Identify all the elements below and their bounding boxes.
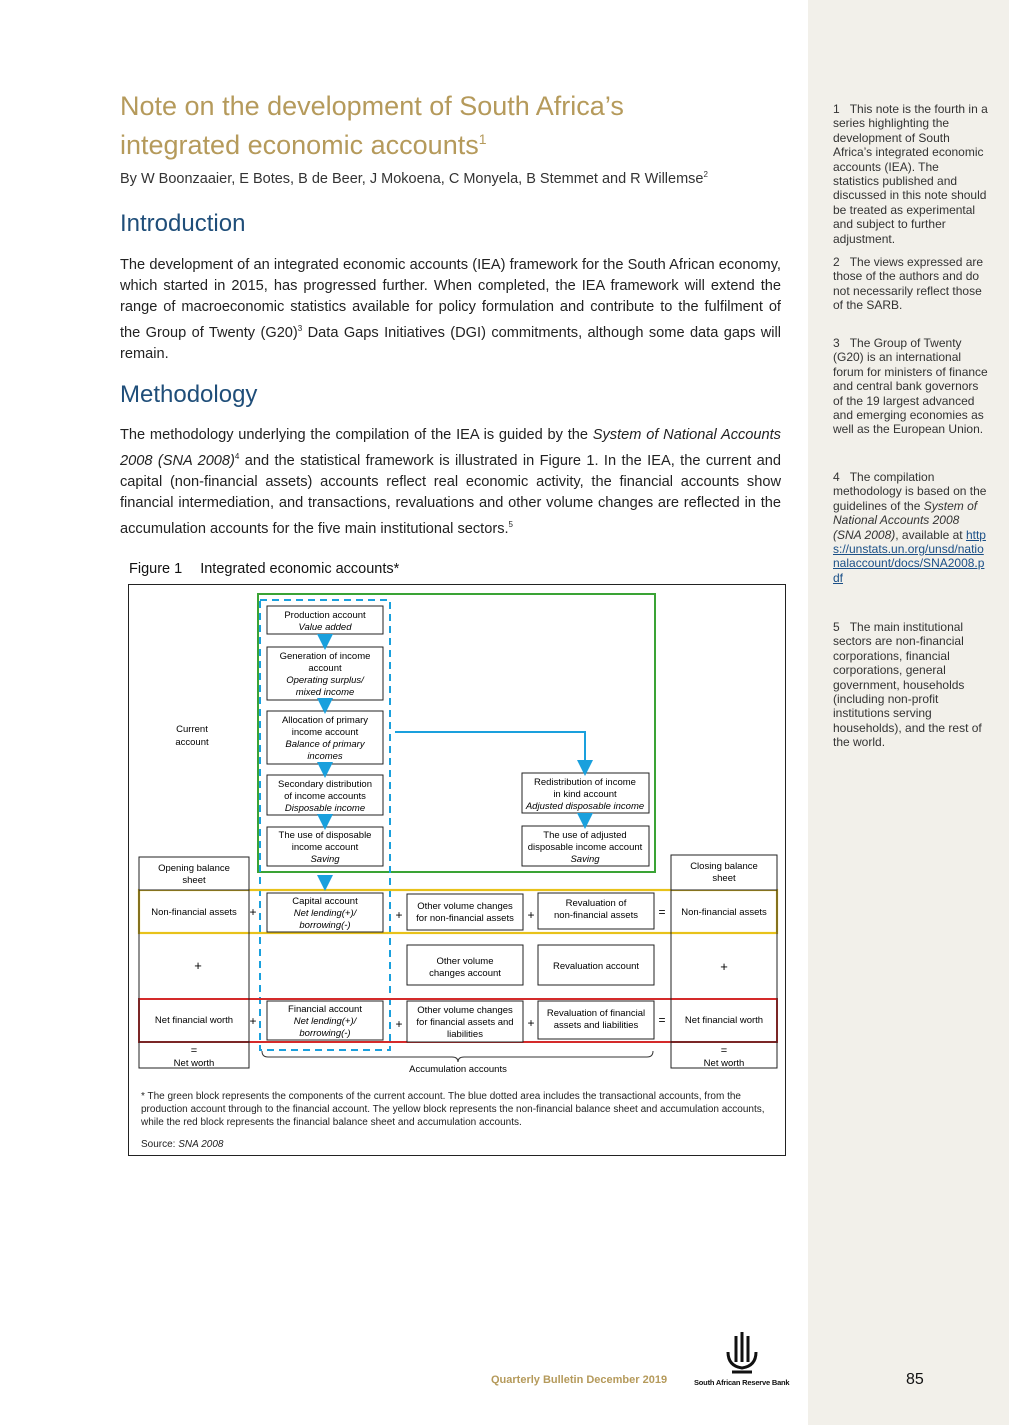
svg-text:Production account: Production account <box>284 610 366 621</box>
svg-text:Net lending(+)/: Net lending(+)/ <box>293 908 357 919</box>
svg-text:Revaluation account: Revaluation account <box>552 961 640 972</box>
equals-sign: = <box>658 1013 666 1027</box>
sidenote-number: 2 <box>833 255 840 269</box>
sidenote-text: This note is the fourth in a series highlighting the development of South Africa’s integrated economic accounts (IEA). The statistics published and discussed in this note should be treated as experimental and subject to further adjustment. <box>833 102 988 246</box>
figure-footnote: * The green block represents the components of the current account. The blue dotted area includes the transactional accounts, from the production account through to the financial account. The yellow block represents the non-financial balance sheet and accumulation accounts, while the red block represents the financial balance sheet and accumulation accounts. <box>141 1091 765 1128</box>
sidenote-italic: System of National Accounts 2008 (SNA 2008) <box>833 498 978 542</box>
secondary-distribution-box[interactable] <box>267 775 383 815</box>
svg-text:incomes: incomes <box>307 751 343 762</box>
svg-text:Generation of income: Generation of income <box>279 651 371 662</box>
svg-text:Opening balance: Opening balance <box>158 863 230 874</box>
sidenote-number: 4 <box>833 470 840 484</box>
sidenote-3 <box>833 336 988 437</box>
sidenote-text: The Group of Twenty (G20) is an international forum for ministers of finance and central bank governors of the 19 largest advanced and emerging economies as well as the European Union. <box>833 336 988 437</box>
plus-sign: + <box>527 908 535 922</box>
intro-text-b: Data Gaps Initiatives (DGI) commitments, although some data gaps will remain. <box>120 324 781 362</box>
sidenote-number: 1 <box>833 102 840 116</box>
figure-diagram <box>128 584 786 1156</box>
article-title <box>120 90 760 162</box>
opening-equals: = <box>190 1045 198 1057</box>
publication-footer: Quarterly Bulletin December 2019 <box>491 1374 668 1386</box>
plus-sign: + <box>395 908 403 922</box>
svg-text:disposable income account: disposable income account <box>527 842 643 853</box>
ovc-financial-box[interactable] <box>407 1001 523 1042</box>
byline-footnote-ref[interactable]: 2 <box>703 170 708 179</box>
accumulation-accounts-label: Accumulation accounts <box>409 1064 507 1075</box>
sidenote-text: The views expressed are those of the authors and do not necessarily reflect those of the SARB. <box>833 255 984 313</box>
svg-text:sheet: sheet <box>182 875 206 886</box>
closing-balance-sheet-box[interactable] <box>671 855 777 890</box>
svg-text:non-financial assets: non-financial assets <box>554 910 638 921</box>
current-account-label: Current <box>176 724 208 735</box>
title-footnote-ref[interactable]: 1 <box>478 131 487 147</box>
svg-text:income account: income account <box>291 842 359 853</box>
figure-title: Integrated economic accounts* <box>200 561 400 577</box>
svg-text:Other volume: Other volume <box>436 956 494 967</box>
plus-sign: + <box>527 1016 535 1030</box>
ovc-account-box[interactable] <box>407 945 523 985</box>
svg-text:sheet: sheet <box>712 873 736 884</box>
svg-text:Saving: Saving <box>570 854 600 865</box>
method-footnote-ref-5[interactable]: 5 <box>508 519 513 529</box>
svg-text:income account: income account <box>291 727 359 738</box>
accumulation-bracket <box>262 1051 653 1062</box>
svg-text:Revaluation of financial: Revaluation of financial <box>546 1008 646 1019</box>
svg-text:Revaluation of: Revaluation of <box>565 898 627 909</box>
sidenote-text: The compilation methodology is based on the guidelines of the <box>833 470 987 513</box>
sidenote-4 <box>833 470 988 585</box>
svg-text:Operating surplus/: Operating surplus/ <box>286 675 364 686</box>
svg-text:Closing balance: Closing balance <box>690 861 758 872</box>
sidenote-text-b: , available at <box>895 527 966 542</box>
method-italic: System of National Accounts 2008 (SNA 2008) <box>120 427 781 469</box>
revaluation-account-box[interactable] <box>538 945 654 985</box>
svg-text:Disposable income: Disposable income <box>284 803 366 814</box>
method-text-a: The methodology underlying the compilation of the IEA is guided by the <box>120 427 593 443</box>
svg-text:for non-financial assets: for non-financial assets <box>416 913 514 924</box>
source-value: SNA 2008 <box>178 1139 224 1150</box>
svg-text:Value added: Value added <box>298 622 352 633</box>
sarb-logo-icon <box>722 1330 762 1374</box>
intro-footnote-ref[interactable]: 3 <box>297 324 303 333</box>
svg-text:Balance of primary: Balance of primary <box>285 739 365 750</box>
methodology-heading: Methodology <box>120 381 258 408</box>
title-line-2: integrated economic accounts <box>120 130 479 160</box>
svg-text:borrowing(-): borrowing(-) <box>299 1028 351 1039</box>
source-label: Source: <box>141 1139 179 1150</box>
svg-text:mixed income: mixed income <box>295 687 355 698</box>
plus-sign: + <box>395 1017 403 1031</box>
reval-nonfin-box[interactable] <box>538 893 654 929</box>
sidenote-5 <box>833 620 988 750</box>
svg-text:for financial assets and: for financial assets and <box>416 1017 514 1028</box>
sidenote-2 <box>833 255 988 313</box>
closing-nonfin-assets: Non-financial assets <box>681 907 767 918</box>
sarb-name: South African Reserve Bank <box>694 1378 790 1387</box>
reval-financial-box[interactable] <box>538 1001 654 1039</box>
sidenote-number: 5 <box>833 620 840 634</box>
current-account-label-2: account <box>175 737 209 748</box>
svg-text:borrowing(-): borrowing(-) <box>299 920 351 931</box>
closing-net-financial-worth: Net financial worth <box>684 1015 764 1026</box>
svg-text:Redistribution of income: Redistribution of income <box>534 777 636 788</box>
title-line-1: Note on the development of South Africa’s <box>120 91 624 121</box>
allocation-primary-income-box[interactable] <box>267 711 383 764</box>
introduction-heading: Introduction <box>120 210 246 237</box>
svg-text:Financial account: Financial account <box>288 1004 362 1015</box>
opening-nonfin-assets: Non-financial assets <box>151 907 237 918</box>
capital-account-box[interactable] <box>267 893 383 932</box>
use-of-adjusted-income-box[interactable] <box>522 826 649 866</box>
equals-sign: = <box>658 905 666 919</box>
svg-text:Net lending(+)/: Net lending(+)/ <box>293 1016 357 1027</box>
method-footnote-ref-4[interactable]: 4 <box>234 452 240 461</box>
svg-text:account: account <box>308 663 342 674</box>
methodology-paragraph <box>120 425 781 540</box>
svg-text:The use of adjusted: The use of adjusted <box>543 830 627 841</box>
svg-text:of income accounts: of income accounts <box>284 791 366 802</box>
sidenote-number: 3 <box>833 336 840 350</box>
opening-net-financial-worth: Net financial worth <box>154 1015 234 1026</box>
svg-text:Other volume changes: Other volume changes <box>417 901 513 912</box>
svg-text:in kind account: in kind account <box>553 789 617 800</box>
svg-text:Other volume changes: Other volume changes <box>417 1005 513 1016</box>
opening-plus: + <box>194 958 202 973</box>
svg-text:assets and liabilities: assets and liabilities <box>553 1020 639 1031</box>
plus-sign: + <box>249 905 257 919</box>
byline-authors: By W Boonzaaier, E Botes, B de Beer, J Mokoena, C Monyela, B Stemmet and R Willemse <box>120 170 704 187</box>
sidenote-1 <box>833 102 988 246</box>
diagram-svg <box>129 585 785 1155</box>
use-of-disposable-income-box[interactable] <box>267 827 383 866</box>
introduction-paragraph <box>120 255 781 365</box>
page-number: 85 <box>906 1371 924 1388</box>
closing-net-worth: Net worth <box>703 1058 745 1069</box>
sna2008-link[interactable]: https://unstats.un.org/unsd/nationalaccount/docs/SNA2008.pdf <box>833 527 986 585</box>
production-account-box[interactable] <box>267 606 383 634</box>
closing-plus: + <box>720 959 728 974</box>
redistribution-in-kind-box[interactable] <box>522 773 649 813</box>
figure-source <box>141 1139 223 1150</box>
figure-number: Figure 1 <box>129 561 183 577</box>
byline <box>120 170 708 187</box>
method-text-b: and the statistical framework is illustrated in Figure 1. In the IEA, the current and capital (non-financial assets) accounts reflect real economic activity, the financial accounts show financial intermediation, and transactions, revaluations and other volume changes are reflected in the accumulation accounts for the five main institutional sectors. <box>120 452 781 537</box>
svg-text:Adjusted disposable income: Adjusted disposable income <box>525 801 645 812</box>
opening-balance-sheet-box[interactable] <box>139 857 249 890</box>
plus-sign: + <box>249 1014 257 1028</box>
opening-net-worth: Net worth <box>173 1058 215 1069</box>
svg-text:Capital account: Capital account <box>292 896 358 907</box>
svg-text:changes account: changes account <box>429 968 501 979</box>
figure-caption <box>129 561 399 577</box>
svg-text:The use of disposable: The use of disposable <box>278 830 372 841</box>
intro-text-a: The development of an integrated economic accounts (IEA) framework for the South African economy, which started in 2015, has progressed further. When completed, the IEA framework will extend the range of macroeconomic statistics available for policy formulation and contribute to the fulfilment of the Group of Twenty (G20) <box>120 257 781 341</box>
closing-equals: = <box>720 1045 728 1057</box>
svg-text:Allocation of primary: Allocation of primary <box>281 715 369 726</box>
svg-text:Saving: Saving <box>310 854 340 865</box>
ovc-nonfin-box[interactable] <box>407 894 523 930</box>
svg-text:liabilities: liabilities <box>447 1029 483 1040</box>
financial-account-box[interactable] <box>267 1001 383 1040</box>
svg-text:Secondary distribution: Secondary distribution <box>278 779 372 790</box>
generation-of-income-box[interactable] <box>267 647 383 700</box>
sidenote-text: The main institutional sectors are non-financial corporations, financial corporations, general government, households (including non-profit institutions serving households), and the rest of the world. <box>833 620 982 750</box>
